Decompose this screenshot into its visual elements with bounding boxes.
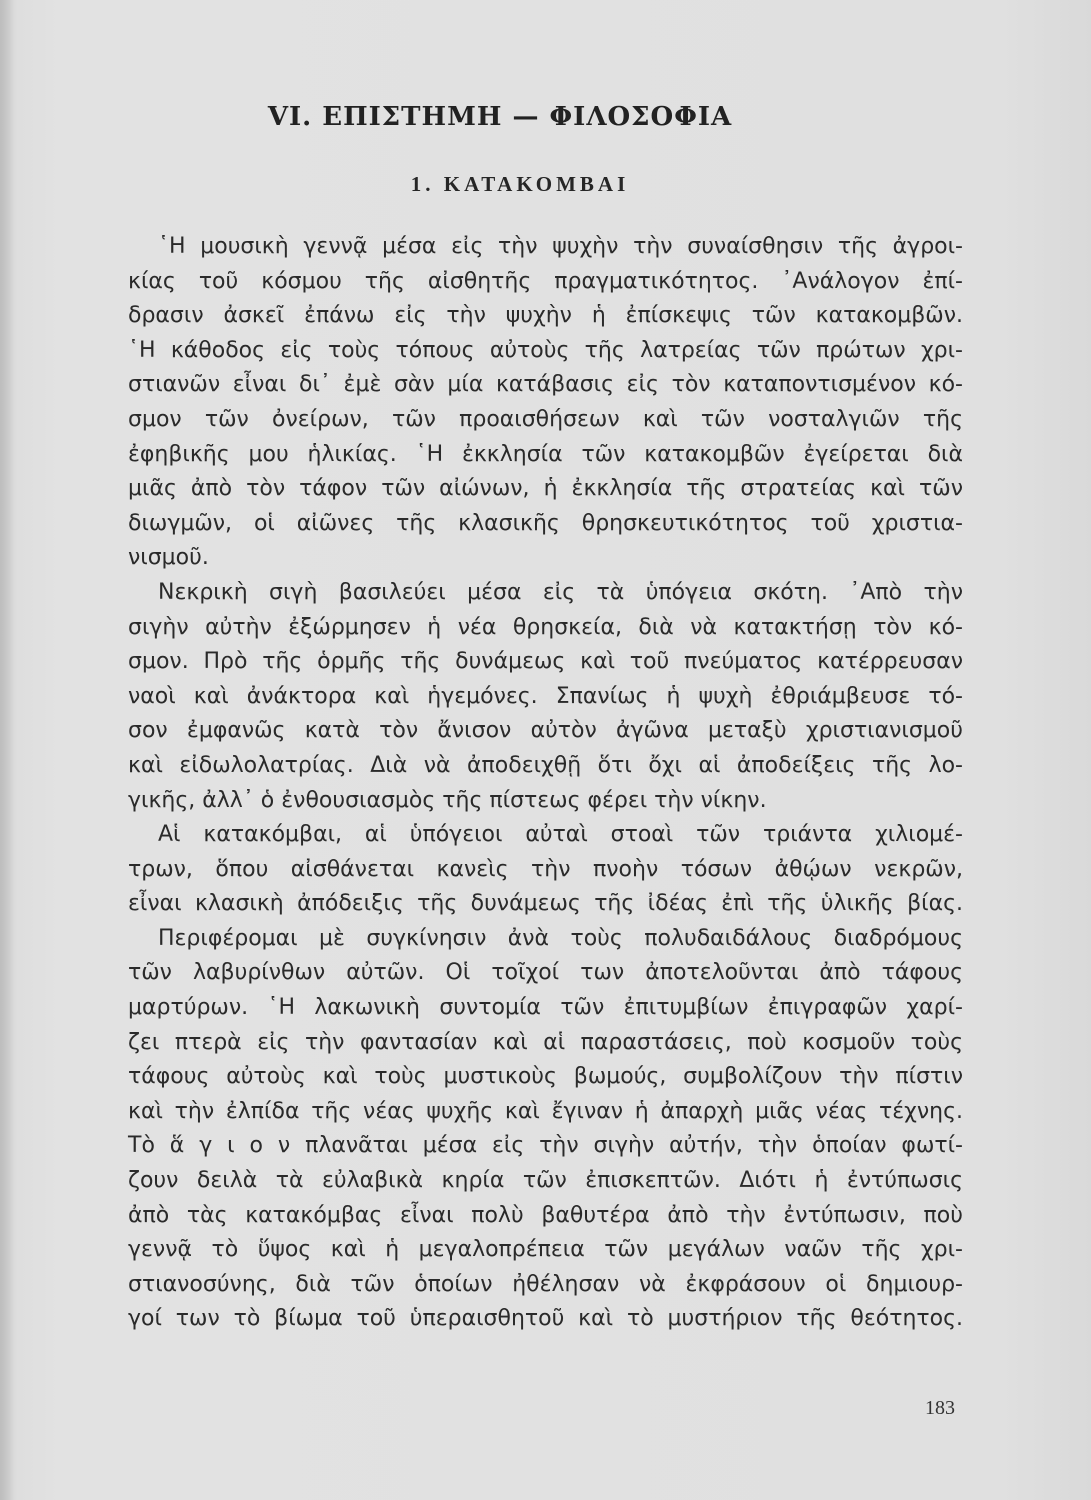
text-line: εἶναι κλασικὴ ἀπόδειξις τῆς δυνάμεως τῆς ἰδέας ἐπὶ τῆς ὑλικῆς βίας.: [128, 891, 963, 917]
text-line: σμον τῶν ὀνείρων, τῶν προαισθήσεων καὶ τῶν νοσταλγιῶν τῆς: [128, 406, 963, 432]
text-line: Τὸ ἅ γ ι ο ν πλανᾶται μέσα εἰς τὴν σιγὴν αὐτήν, τὴν ὁποίαν φωτί-: [128, 1133, 963, 1159]
paragraph-2: [128, 576, 963, 818]
text-line: καὶ τὴν ἐλπίδα τῆς νέας ψυχῆς καὶ ἔγιναν ἡ ἀπαρχὴ μιᾶς νέας τέχνης.: [128, 1098, 963, 1124]
text-line: τῶν λαβυρίνθων αὐτῶν. Οἱ τοῖχοί των ἀποτελοῦνται ἀπὸ τάφους: [128, 960, 963, 986]
paragraph-4: [128, 922, 963, 1337]
text-line: τρων, ὅπου αἰσθάνεται κανεὶς τὴν πνοὴν τόσων ἀθῴων νεκρῶν,: [128, 856, 963, 882]
text-line: τάφους αὐτοὺς καὶ τοὺς μυστικοὺς βωμούς, συμβολίζουν τὴν πίστιν: [128, 1064, 963, 1090]
text-line: ἐφηβικῆς μου ἡλικίας. ῾Η ἐκκλησία τῶν κατακομβῶν ἐγείρεται διὰ: [128, 441, 963, 467]
paragraph-3: [128, 818, 963, 922]
text-line: Αἱ κατακόμβαι, αἱ ὑπόγειοι αὐταὶ στοαὶ τῶν τριάντα χιλιομέ-: [158, 822, 963, 848]
text-line: μαρτύρων. ῾Η λακωνικὴ συντομία τῶν ἐπιτυμβίων ἐπιγραφῶν χαρί-: [128, 995, 963, 1021]
text-line: καὶ εἰδωλολατρίας. Διὰ νὰ ἀποδειχθῇ ὅτι ὄχι αἱ ἀποδείξεις τῆς λο-: [128, 752, 963, 778]
chapter-heading: 1. ΚΑΤΑΚΟΜΒΑΙ: [410, 172, 630, 196]
section-heading: VI. ΕΠΙΣΤΗΜΗ — ΦΙΛΟΣΟΦΙΑ: [267, 102, 733, 132]
paragraph-1: [128, 230, 963, 576]
text-line: σιγὴν αὐτὴν ἐξώρμησεν ἡ νέα θρησκεία, διὰ νὰ κατακτήσῃ τὸν κό-: [128, 614, 963, 640]
text-line: σμον. Πρὸ τῆς ὁρμῆς τῆς δυνάμεως καὶ τοῦ πνεύματος κατέρρευσαν: [128, 649, 963, 675]
text-line: γεννᾷ τὸ ὕψος καὶ ἡ μεγαλοπρέπεια τῶν μεγάλων ναῶν τῆς χρι-: [128, 1237, 963, 1263]
text-line: ῾Η κάθοδος εἰς τοὺς τόπους αὐτοὺς τῆς λατρείας τῶν πρώτων χρι-: [128, 337, 963, 363]
text-line: ἀπὸ τὰς κατακόμβας εἶναι πολὺ βαθυτέρα ἀπὸ τὴν ἐντύπωσιν, ποὺ: [128, 1202, 963, 1228]
text-line: κίας τοῦ κόσμου τῆς αἰσθητῆς πραγματικότητος. ᾿Ανάλογον ἐπί-: [128, 268, 963, 294]
text-line: δρασιν ἀσκεῖ ἐπάνω εἰς τὴν ψυχὴν ἡ ἐπίσκεψις τῶν κατακομβῶν.: [128, 303, 963, 329]
text-line: γικῆς, ἀλλ᾿ ὁ ἐνθουσιασμὸς τῆς πίστεως φέρει τὴν νίκην.: [128, 787, 767, 813]
text-line: στιανῶν εἶναι δι᾿ ἐμὲ σὰν μία κατάβασις εἰς τὸν καταποντισμένον κό-: [128, 372, 963, 398]
text-line: ναοὶ καὶ ἀνάκτορα καὶ ἡγεμόνες. Σπανίως ἡ ψυχὴ ἐθριάμβευσε τό-: [128, 683, 963, 709]
text-line: σον ἐμφανῶς κατὰ τὸν ἄνισον αὐτὸν ἀγῶνα μεταξὺ χριστιανισμοῦ: [128, 718, 963, 744]
spine-shadow: [0, 0, 14, 1500]
text-line: στιανοσύνης, διὰ τῶν ὁποίων ἠθέλησαν νὰ ἐκφράσουν οἱ δημιουρ-: [128, 1271, 963, 1297]
body-text: [128, 230, 963, 1337]
text-line: διωγμῶν, οἱ αἰῶνες τῆς κλασικῆς θρησκευτικότητος τοῦ χριστια-: [128, 510, 963, 536]
text-line: Νεκρικὴ σιγὴ βασιλεύει μέσα εἰς τὰ ὑπόγεια σκότη. ᾿Απὸ τὴν: [158, 579, 963, 605]
text-line: γοί των τὸ βίωμα τοῦ ὑπεραισθητοῦ καὶ τὸ μυστήριον τῆς θεότητος.: [128, 1306, 963, 1332]
text-line: Περιφέρομαι μὲ συγκίνησιν ἀνὰ τοὺς πολυδαιδάλους διαδρόμους: [158, 925, 963, 951]
text-line: ζουν δειλὰ τὰ εὐλαβικὰ κηρία τῶν ἐπισκεπτῶν. Διότι ἡ ἐντύπωσις: [128, 1168, 963, 1194]
text-line: ῾Η μουσικὴ γεννᾷ μέσα εἰς τὴν ψυχὴν τὴν συναίσθησιν τῆς ἀγροι-: [158, 234, 963, 259]
text-line: ζει πτερὰ εἰς τὴν φαντασίαν καὶ αἱ παραστάσεις, ποὺ κοσμοῦν τοὺς: [128, 1029, 963, 1055]
text-line: μιᾶς ἀπὸ τὸν τάφον τῶν αἰώνων, ἡ ἐκκλησία τῆς στρατείας καὶ τῶν: [128, 476, 963, 502]
page-number: 183: [925, 1397, 955, 1419]
text-line: νισμοῦ.: [128, 545, 209, 571]
